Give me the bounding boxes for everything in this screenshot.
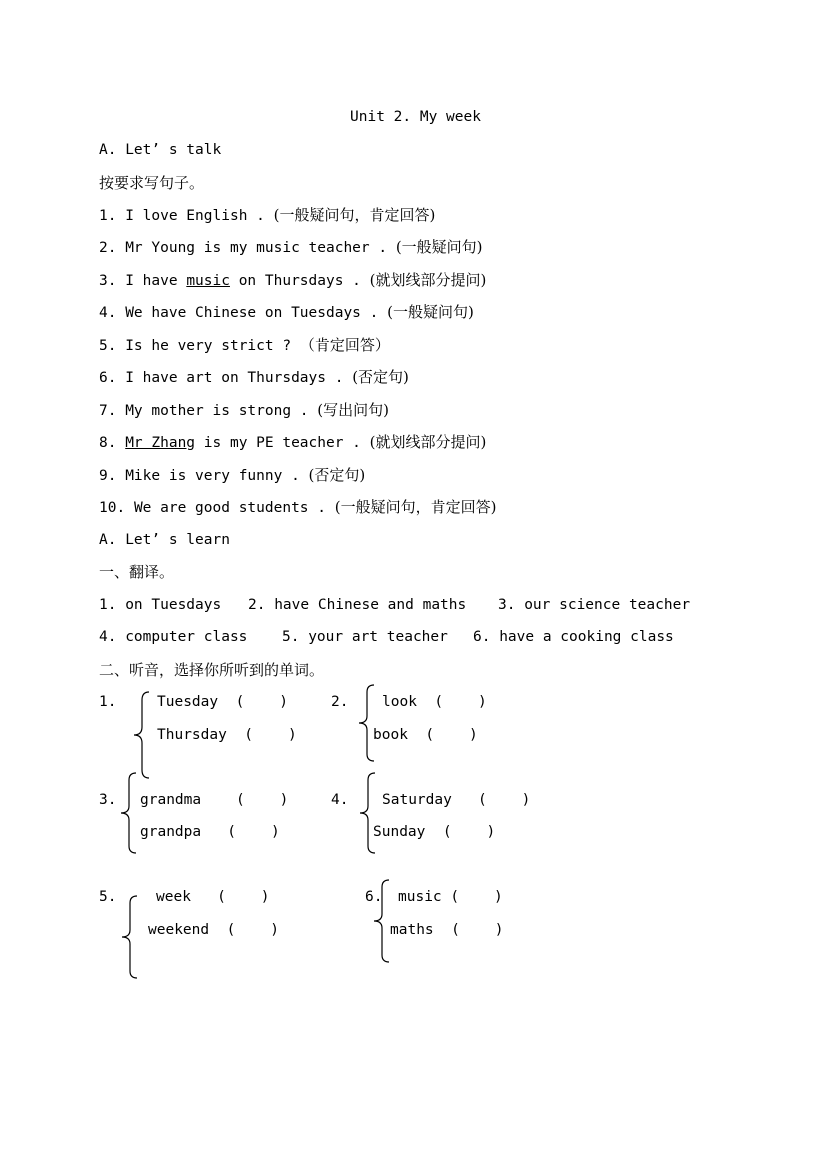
choice-option: look ( ) [382, 694, 487, 710]
part2-title: 二、听音，选择你所听到的单词。 [99, 661, 325, 679]
translation-item: 6. have a cooking class [473, 629, 674, 645]
brace-icon [120, 895, 140, 979]
group-number: 2. [331, 694, 349, 710]
sentence-item: 2. Mr Young is my music teacher . (一般疑问句) [99, 238, 483, 256]
sentence-item: 7. My mother is strong . (写出问句) [99, 401, 389, 419]
choice-option: Thursday ( ) [157, 727, 297, 743]
section-heading-talk: A. Let’ s talk [99, 142, 222, 158]
group-number: 6. [365, 889, 383, 905]
sentence-item: 10. We are good students . (一般疑问句，肯定回答) [99, 498, 497, 516]
choice-option: music ( ) [398, 889, 503, 905]
choice-option: Tuesday ( ) [157, 694, 288, 710]
choice-option: maths ( ) [390, 922, 504, 938]
choice-option: Saturday ( ) [382, 792, 531, 808]
translation-item: 5. your art teacher [282, 629, 448, 645]
brace-icon [357, 684, 377, 762]
group-number: 3. [99, 792, 117, 808]
translation-item: 1. on Tuesdays [99, 597, 222, 613]
brace-icon [372, 879, 392, 963]
choice-option: weekend ( ) [148, 922, 279, 938]
section-heading-learn: A. Let’ s learn [99, 532, 230, 548]
page-title: Unit 2. My week [350, 109, 481, 125]
translation-item: 4. computer class [99, 629, 248, 645]
choice-option: grandpa ( ) [140, 824, 280, 840]
translation-item: 3. our science teacher [498, 597, 691, 613]
choice-option: week ( ) [156, 889, 270, 905]
sentence-item: 8. Mr Zhang is my PE teacher . (就划线部分提问) [99, 433, 487, 451]
brace-icon [358, 772, 378, 854]
translation-item: 2. have Chinese and maths [248, 597, 467, 613]
sentence-item: 6. I have art on Thursdays . (否定句) [99, 368, 409, 386]
sentence-item: 3. I have music on Thursdays . (就划线部分提问) [99, 271, 487, 289]
sentence-item: 9. Mike is very funny . (否定句) [99, 466, 366, 484]
part1-title: 一、翻译。 [99, 563, 175, 581]
choice-option: grandma ( ) [140, 792, 289, 808]
group-number: 1. [99, 694, 117, 710]
choice-option: book ( ) [373, 727, 478, 743]
group-number: 5. [99, 889, 117, 905]
group-number: 4. [331, 792, 349, 808]
brace-icon [119, 772, 139, 854]
sentence-item: 5. Is he very strict ? （肯定回答） [99, 336, 390, 354]
instruction: 按要求写句子。 [99, 174, 205, 192]
sentence-item: 1. I love English . (一般疑问句，肯定回答) [99, 206, 436, 224]
choice-option: Sunday ( ) [373, 824, 496, 840]
brace-icon [132, 691, 152, 779]
sentence-item: 4. We have Chinese on Tuesdays . (一般疑问句) [99, 303, 474, 321]
